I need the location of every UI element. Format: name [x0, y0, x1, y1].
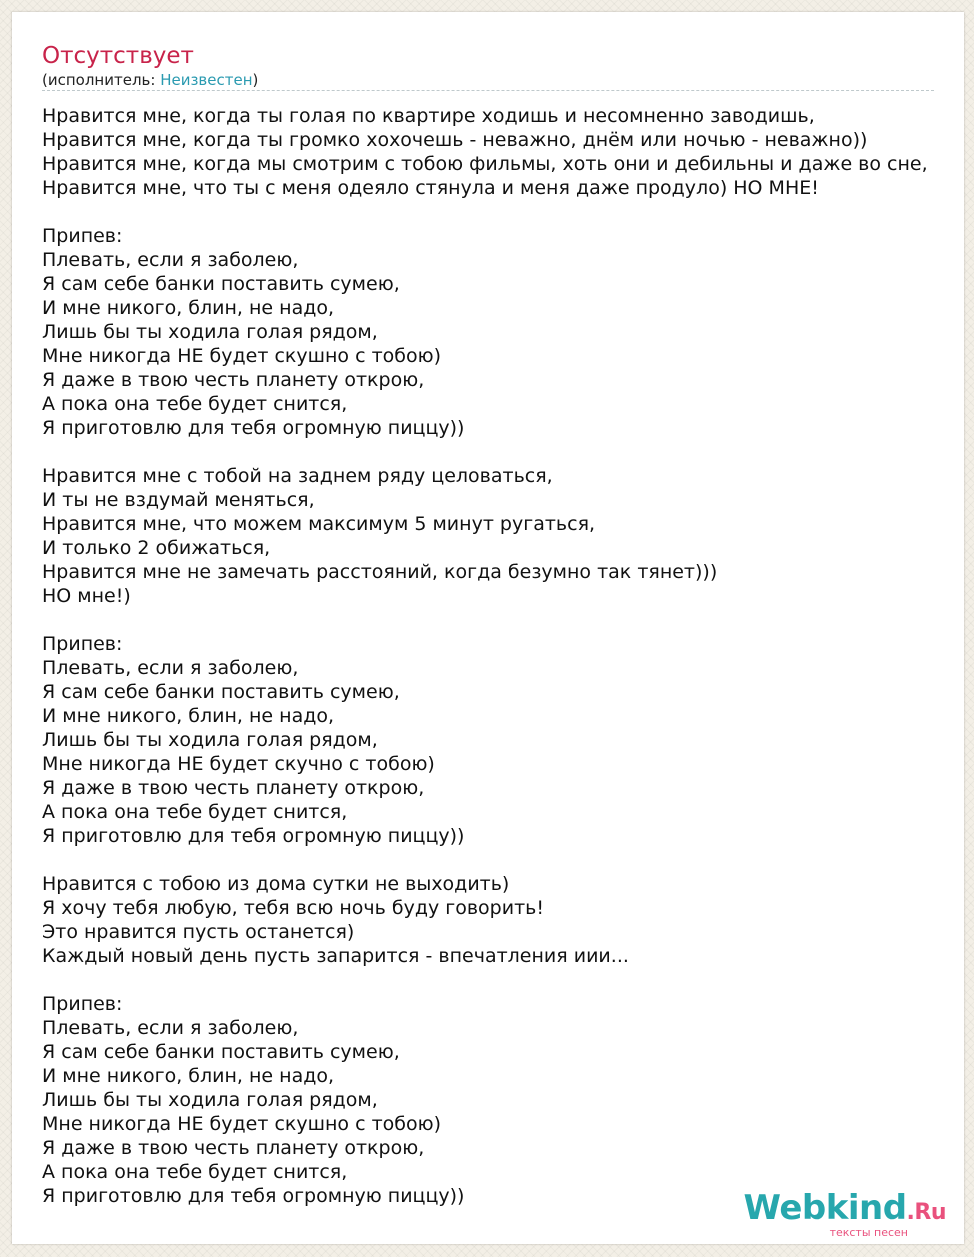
logo-tagline: тексты песен: [829, 1226, 908, 1239]
lyric-line: Нравится с тобою из дома сутки не выходить): [42, 873, 510, 895]
title-divider: [42, 90, 934, 91]
lyric-line: Плевать, если я заболею,: [42, 657, 299, 679]
lyric-line: Я приготовлю для тебя огромную пиццу)): [42, 825, 465, 847]
artist-suffix: ): [252, 71, 259, 89]
lyric-line: Я сам себе банки поставить сумею,: [42, 273, 400, 295]
lyric-line: Мне никогда НЕ будет скушно с тобою): [42, 1113, 442, 1135]
lyric-line: Это нравится пусть останется): [42, 921, 355, 943]
song-title: Отсутствует: [42, 43, 194, 69]
lyric-line: Я сам себе банки поставить сумею,: [42, 681, 400, 703]
lyric-line: Нравится мне, когда ты голая по квартире ходишь и несомненно заводишь,: [42, 105, 815, 127]
lyric-line: Припев:: [42, 225, 123, 247]
lyric-line: НО мне!): [42, 585, 131, 607]
lyric-line: Я приготовлю для тебя огромную пиццу)): [42, 417, 465, 439]
lyric-line: Мне никогда НЕ будет скучно с тобою): [42, 753, 435, 775]
lyric-line: Лишь бы ты ходила голая рядом,: [42, 1089, 378, 1111]
lyric-line: Мне никогда НЕ будет скушно с тобою): [42, 345, 442, 367]
lyric-line: Припев:: [42, 993, 123, 1015]
lyric-line: Я приготовлю для тебя огромную пиццу)): [42, 1185, 465, 1207]
lyric-line: Нравится мне, когда ты громко хохочешь - неважно, днём или ночью - неважно)): [42, 129, 868, 151]
lyric-line: И ты не вздумай меняться,: [42, 489, 315, 511]
lyric-line: А пока она тебе будет снится,: [42, 393, 348, 415]
lyric-line: Плевать, если я заболею,: [42, 1017, 299, 1039]
lyric-line: И мне никого, блин, не надо,: [42, 705, 335, 727]
lyric-line: Я хочу тебя любую, тебя всю ночь буду говорить!: [42, 897, 544, 919]
lyrics-text: [42, 104, 964, 1208]
lyric-line: Я даже в твою честь планету открою,: [42, 369, 425, 391]
artist-line: [42, 70, 258, 90]
lyric-line: Нравится мне, что ты с меня одеяло стянула и меня даже продуло) НО МНЕ!: [42, 177, 819, 199]
artist-link[interactable]: Неизвестен: [160, 71, 253, 89]
lyric-line: И мне никого, блин, не надо,: [42, 297, 335, 319]
lyric-line: Плевать, если я заболею,: [42, 249, 299, 271]
site-logo[interactable]: [744, 1190, 946, 1239]
lyric-line: Я даже в твою честь планету открою,: [42, 777, 425, 799]
lyric-line: А пока она тебе будет снится,: [42, 801, 348, 823]
logo-wordmark: [744, 1190, 946, 1231]
artist-prefix: (исполнитель:: [42, 71, 161, 89]
lyric-line: Каждый новый день пусть запарится - впечатления иии...: [42, 945, 629, 967]
lyric-line: Нравится мне с тобой на заднем ряду целоваться,: [42, 465, 553, 487]
lyric-line: Нравится мне не замечать расстояний, когда безумно так тянет))): [42, 561, 718, 583]
lyric-line: Припев:: [42, 633, 123, 655]
lyric-line: Я даже в твою честь планету открою,: [42, 1137, 425, 1159]
lyric-line: Лишь бы ты ходила голая рядом,: [42, 321, 378, 343]
page-card: [12, 12, 964, 1244]
lyric-line: Нравится мне, когда мы смотрим с тобою фильмы, хоть они и дебильны и даже во сне,: [42, 153, 928, 175]
logo-main-text: Webkind: [743, 1188, 907, 1228]
lyric-line: И только 2 обижаться,: [42, 537, 271, 559]
lyric-line: А пока она тебе будет снится,: [42, 1161, 348, 1183]
lyric-line: Лишь бы ты ходила голая рядом,: [42, 729, 378, 751]
logo-domain: .Ru: [906, 1200, 946, 1225]
lyric-line: И мне никого, блин, не надо,: [42, 1065, 335, 1087]
lyric-line: Я сам себе банки поставить сумею,: [42, 1041, 400, 1063]
lyric-line: Нравится мне, что можем максимум 5 минут ругаться,: [42, 513, 596, 535]
